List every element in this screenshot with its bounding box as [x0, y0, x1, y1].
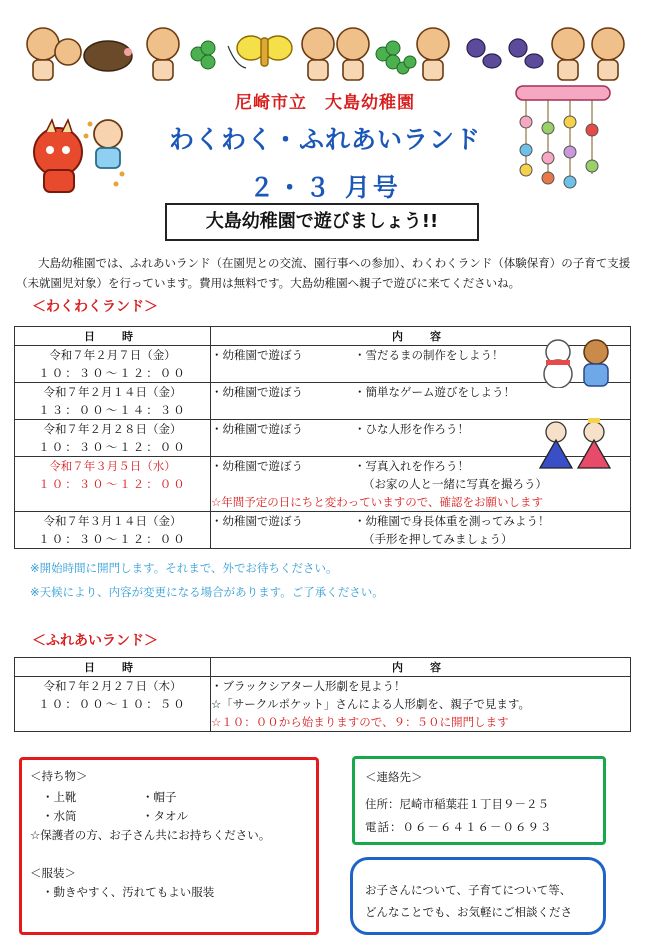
note-opening-time: ※開始時間に開門します。それまで、外でお待ちください。 [30, 561, 338, 575]
event-time: １３：００～１４：３０ [38, 403, 187, 417]
event-subdetail: （お家の人と一緒に写真を撮ろう） [363, 477, 547, 491]
belongings-item: ・帽子 [142, 790, 177, 804]
event-activity: ・幼稚園で遊ぼう [211, 385, 303, 399]
event-detail: ・幼稚園で身長体重を測ってみよう！ [354, 514, 550, 528]
belongings-item: ・タオル [142, 809, 188, 823]
belongings-heading: ＜持ち物＞ [30, 769, 88, 783]
snowman-bear-illustration [530, 334, 626, 388]
event-detail: ☆「サークルポケット」さんによる人形劇を、親子で見ます。 [211, 697, 530, 711]
event-date: 令和７年２月２７日（木） [43, 679, 182, 693]
event-date: 令和７年２月２８日（金） [43, 422, 182, 436]
contact-box [352, 756, 606, 845]
fureai-schedule-table [14, 657, 631, 732]
consultation-line: お子さんについて、子育てについて等、 [365, 883, 572, 897]
newsletter-title: わくわく・ふれあいランド [168, 125, 481, 154]
table-row [15, 677, 631, 732]
event-date: 令和７年２月１４日（金） [43, 385, 182, 399]
consultation-box [350, 857, 606, 935]
event-detail: ・雪だるまの制作をしよう！ [354, 348, 504, 362]
event-time: １０：３０～１２：００ [38, 532, 187, 546]
note-weather: ※天候により、内容が変更になる場合があります。ご了承ください。 [30, 585, 384, 599]
event-activity: ・幼稚園で遊ぼう [211, 348, 303, 362]
table-header-row [15, 658, 631, 677]
clothes-heading: ＜服装＞ [30, 866, 76, 880]
event-time: １０：００～１０：５０ [38, 697, 187, 711]
intro-paragraph: 大島幼稚園では、ふれあいランド（在園児との交流、園行事への参加）、わくわくランド（体験保育）の子育て支援（未就園児対象）を行っています。費用は無料です。大島幼稚園へ親子で遊びに来てくださいね。 [16, 256, 631, 290]
issue-label: ２・３ 月号 [249, 173, 401, 202]
catchphrase-box: 大島幼稚園で遊びましょう!! [165, 203, 479, 241]
column-header-date: 日 時 [15, 327, 211, 346]
event-time: １０：３０～１２：００ [38, 440, 187, 454]
column-header-date: 日 時 [15, 658, 211, 677]
belongings-item: ・水筒 [42, 809, 77, 823]
event-date: 令和７年３月５日（水） [49, 459, 176, 473]
event-detail: ・ひな人形を作ろう！ [354, 422, 469, 436]
event-subdetail: （手形を押してみましょう） [363, 532, 513, 546]
belongings-item: ・上靴 [42, 790, 77, 804]
event-detail: ・写真入れを作ろう！ [354, 459, 469, 473]
fureai-heading: ＜ふれあいランド＞ [32, 633, 158, 649]
schedule-change-warning: ☆年間予定の日にちと変わっていますので、確認をお願いします [211, 495, 543, 509]
contact-address: 住所：尼崎市稲葉荘１丁目９－２５ [365, 797, 549, 811]
event-activity: ・幼稚園で遊ぼう [211, 422, 303, 436]
event-activity: ・幼稚園で遊ぼう [211, 514, 303, 528]
event-date: 令和７年２月７日（金） [49, 348, 176, 362]
event-time: １０：３０～１２：００ [38, 366, 187, 380]
table-row [15, 512, 631, 549]
consultation-line: どんなことでも、お気軽にご相談くださ [365, 905, 572, 919]
contact-heading: ＜連絡先＞ [365, 770, 423, 784]
event-activity: ・幼稚園で遊ぼう [211, 459, 303, 473]
column-header-content: 内 容 [211, 327, 631, 346]
wakuwaku-heading: ＜わくわくランド＞ [32, 299, 158, 315]
event-time: １０：３０～１２：００ [38, 477, 187, 491]
belongings-box [19, 757, 319, 935]
clothes-text: ・動きやすく、汚れてもよい服装 [42, 885, 215, 899]
school-name: 尼崎市立 大島幼稚園 [235, 93, 415, 113]
belongings-note: ☆保護者の方、お子さん共にお持ちください。 [30, 828, 271, 842]
gate-opening-warning: ☆１０：００から始まりますので、９：５０に開門します [211, 715, 509, 729]
hina-dolls-illustration [532, 418, 622, 470]
event-activity: ・ブラックシアター人形劇を見よう！ [211, 679, 406, 693]
header-illustration-row [0, 8, 650, 88]
column-header-content: 内 容 [211, 658, 631, 677]
contact-phone: 電話：０６－６４１６－０６９３ [365, 820, 553, 834]
event-detail: ・簡単なゲーム遊びをしよう！ [354, 385, 515, 399]
table-row [15, 383, 631, 420]
event-date: 令和７年３月１４日（金） [43, 514, 182, 528]
